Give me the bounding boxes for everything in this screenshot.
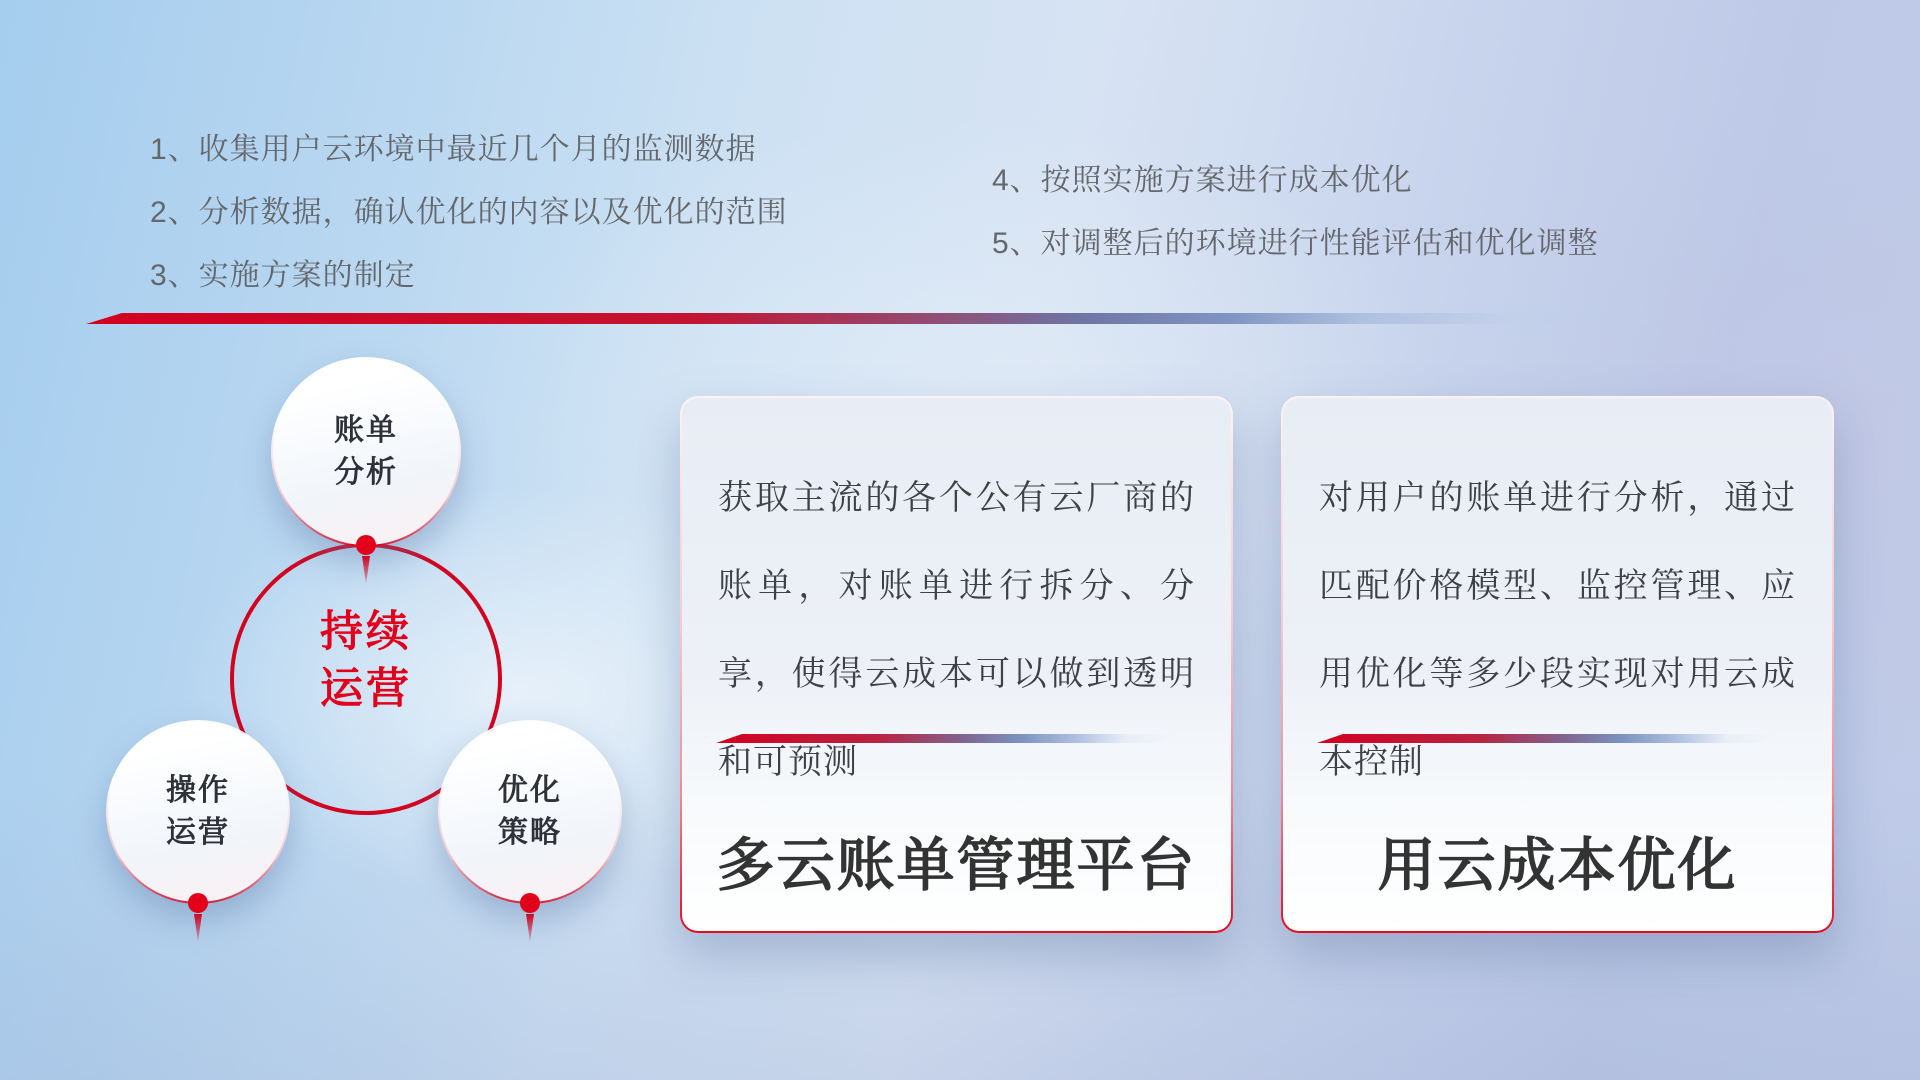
step-item-2: 2、分析数据，确认优化的内容以及优化的范围 — [150, 196, 788, 229]
cycle-node-billing-analysis — [271, 357, 461, 547]
card-surface — [682, 398, 1231, 931]
card-title: 多云账单管理平台 — [716, 833, 1197, 898]
card-body-text: 对用户的账单进行分析，通过匹配价格模型、监控管理、应用优化等多少段实现对用云成本控制 — [1319, 479, 1796, 781]
step-item-5: 5、对调整后的环境进行性能评估和优化调整 — [992, 227, 1599, 260]
cycle-center-line1: 持续 — [320, 608, 412, 656]
card-title: 用云成本优化 — [1377, 833, 1738, 898]
step-item-4: 4、按照实施方案进行成本优化 — [992, 164, 1413, 197]
cycle-node-operation — [106, 720, 290, 904]
connector-pin-icon — [194, 914, 202, 942]
connector-dot-icon — [188, 893, 208, 913]
card-accent-line — [1317, 734, 1772, 743]
node-label-line1: 账单 — [334, 414, 398, 447]
cycle-node-optimize-strategy — [438, 720, 622, 904]
connector-dot-icon — [356, 535, 376, 555]
steps-list-right — [992, 149, 1599, 275]
card-multicloud-billing — [680, 396, 1233, 933]
card-surface — [1283, 398, 1832, 931]
step-item-3: 3、实施方案的制定 — [150, 259, 416, 292]
cycle-node-label — [108, 722, 288, 902]
node-label-line1: 操作 — [166, 774, 230, 807]
connector-pin-icon — [526, 914, 534, 942]
node-label-line2: 策略 — [498, 816, 562, 849]
card-body-text: 获取主流的各个公有云厂商的账单，对账单进行拆分、分享，使得云成本可以做到透明和可预测 — [718, 479, 1195, 781]
steps-list-left — [150, 118, 788, 307]
node-label-line2: 分析 — [334, 456, 398, 489]
card-accent-line — [716, 734, 1171, 743]
cycle-node-label — [273, 359, 459, 545]
node-label-line1: 优化 — [498, 774, 562, 807]
cycle-center-line2: 运营 — [320, 665, 412, 713]
connector-dot-icon — [520, 893, 540, 913]
cycle-node-label — [440, 722, 620, 902]
step-item-1: 1、收集用户云环境中最近几个月的监测数据 — [150, 133, 757, 166]
node-label-line2: 运营 — [166, 816, 230, 849]
cycle-center-label — [266, 604, 466, 718]
header-divider-line — [86, 313, 1678, 324]
card-cost-optimization — [1281, 396, 1834, 933]
